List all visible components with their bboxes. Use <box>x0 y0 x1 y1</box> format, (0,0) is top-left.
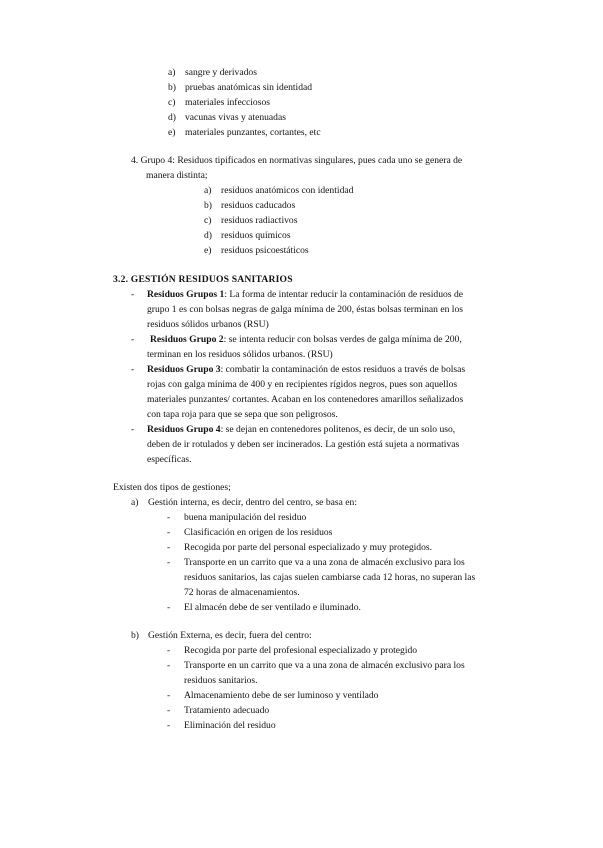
bullet-text: : se intenta reducir con bolsas verdes de galga mínima de 200, <box>223 334 462 345</box>
bullet-title: Residuos Grupo 4 <box>147 424 221 435</box>
list-marker: a) <box>204 185 212 196</box>
list-text: vacunas vivas y atenuadas <box>185 112 286 123</box>
list-marker: c) <box>204 215 212 226</box>
list-marker: e) <box>168 127 176 138</box>
dash-marker: - <box>167 527 171 538</box>
bullet-text: materiales punzantes/ cortantes. Acaban en los contenedores amarillos señalizados <box>147 394 464 405</box>
dash-marker: - <box>167 512 171 523</box>
list-text: Transporte en un carrito que va a una zona de almacén exclusivo para los <box>184 557 465 568</box>
dash-marker: - <box>167 542 171 553</box>
list-marker: c) <box>168 97 176 108</box>
bullet-marker: - <box>131 364 135 375</box>
bullet-text: específicas. <box>147 454 192 465</box>
list-text: residuos anatómicos con identidad <box>221 185 354 196</box>
list-text: Tratamiento adecuado <box>184 705 270 716</box>
bullet-title: Residuos Grupos 1 <box>147 289 225 300</box>
gestion-title: Gestión interna, es decir, dentro del centro, se basa en: <box>148 497 358 508</box>
bullet-text: residuos sólidos urbanos (RSU) <box>147 319 269 330</box>
group4-line: 4. Grupo 4: Residuos tipificados en normativas singulares, pues cada uno se genera de <box>131 155 463 166</box>
list-text: residuos psicoestáticos <box>221 245 309 256</box>
bullet-line <box>147 423 455 438</box>
list-text: Almacenamiento debe de ser luminoso y ventilado <box>184 690 379 701</box>
dash-marker: - <box>167 705 171 716</box>
list-marker: d) <box>168 112 176 123</box>
list-text: buena manipulación del residuo <box>184 512 307 523</box>
dash-marker: - <box>167 690 171 701</box>
list-text: residuos caducados <box>221 200 296 211</box>
list-text: Transporte en un carrito que va a una zona de almacén exclusivo para los <box>184 660 465 671</box>
list-text: residuos radiactivos <box>221 215 298 226</box>
list-marker: b) <box>168 82 176 93</box>
bullet-line <box>147 363 465 378</box>
section-heading: 3.2. GESTIÓN RESIDUOS SANITARIOS <box>113 274 293 285</box>
dash-marker: - <box>167 720 171 731</box>
list-marker: a) <box>168 67 176 78</box>
dash-marker: - <box>167 660 171 671</box>
bullet-marker: - <box>131 424 135 435</box>
list-text: materiales infecciosos <box>185 97 270 108</box>
bullet-marker: - <box>131 334 135 345</box>
bullet-marker: - <box>131 289 135 300</box>
list-text: residuos sanitarios. <box>184 675 258 686</box>
bullet-text: : La forma de intentar reducir la contaminación de residuos de <box>224 289 463 300</box>
list-text: 72 horas de almacenamientos. <box>184 587 300 598</box>
gestiones-intro: Existen dos tipos de gestiones; <box>113 482 231 493</box>
list-text: materiales punzantes, cortantes, etc <box>185 127 321 138</box>
list-marker: a) <box>131 497 139 508</box>
bullet-title: Residuos Grupo 2 <box>150 334 224 345</box>
bullet-text: : se dejan en contenedores politenos, es decir, de un solo uso, <box>220 424 456 435</box>
bullet-text: rojas con galga mínima de 400 y en recipientes rígidos negros, pues son aquellos <box>147 379 458 390</box>
bullet-line <box>147 288 463 303</box>
bullet-line <box>150 333 462 348</box>
dash-marker: - <box>167 645 171 656</box>
list-marker: b) <box>204 200 212 211</box>
group4-line: manera distinta; <box>146 170 208 181</box>
bullet-text: terminan en los residuos sólidos urbanos. (RSU) <box>147 349 333 360</box>
list-text: El almacén debe de ser ventilado e iluminado. <box>184 602 361 613</box>
bullet-text: : combatir la contaminación de estos residuos a través de bolsas <box>220 364 466 375</box>
bullet-text: deben de ir rotulados y deben ser incinerados. La gestión está sujeta a normativas <box>147 439 460 450</box>
bullet-text: con tapa roja para que se sepa que son peligrosos. <box>147 409 338 420</box>
list-text: Recogida por parte del profesional especializado y protegido <box>184 645 418 656</box>
dash-marker: - <box>167 557 171 568</box>
list-text: residuos químicos <box>221 230 291 241</box>
list-text: Eliminación del residuo <box>184 720 276 731</box>
list-text: Recogida por parte del personal especializado y muy protegidos. <box>184 542 433 553</box>
bullet-title: Residuos Grupo 3 <box>147 364 221 375</box>
list-text: residuos sanitarios, las cajas suelen cambiarse cada 12 horas, no superan las <box>184 572 476 583</box>
list-text: pruebas anatómicas sin identidad <box>185 82 313 93</box>
list-text: sangre y derivados <box>185 67 257 78</box>
dash-marker: - <box>167 602 171 613</box>
list-marker: e) <box>204 245 212 256</box>
list-marker: d) <box>204 230 212 241</box>
bullet-text: grupo 1 es con bolsas negras de galga mínima de 200, éstas bolsas terminan en los <box>147 304 463 315</box>
list-text: Clasificación en origen de los residuos <box>184 527 333 538</box>
gestion-title: Gestión Externa, es decir, fuera del centro: <box>148 630 312 641</box>
list-marker: b) <box>131 630 139 641</box>
